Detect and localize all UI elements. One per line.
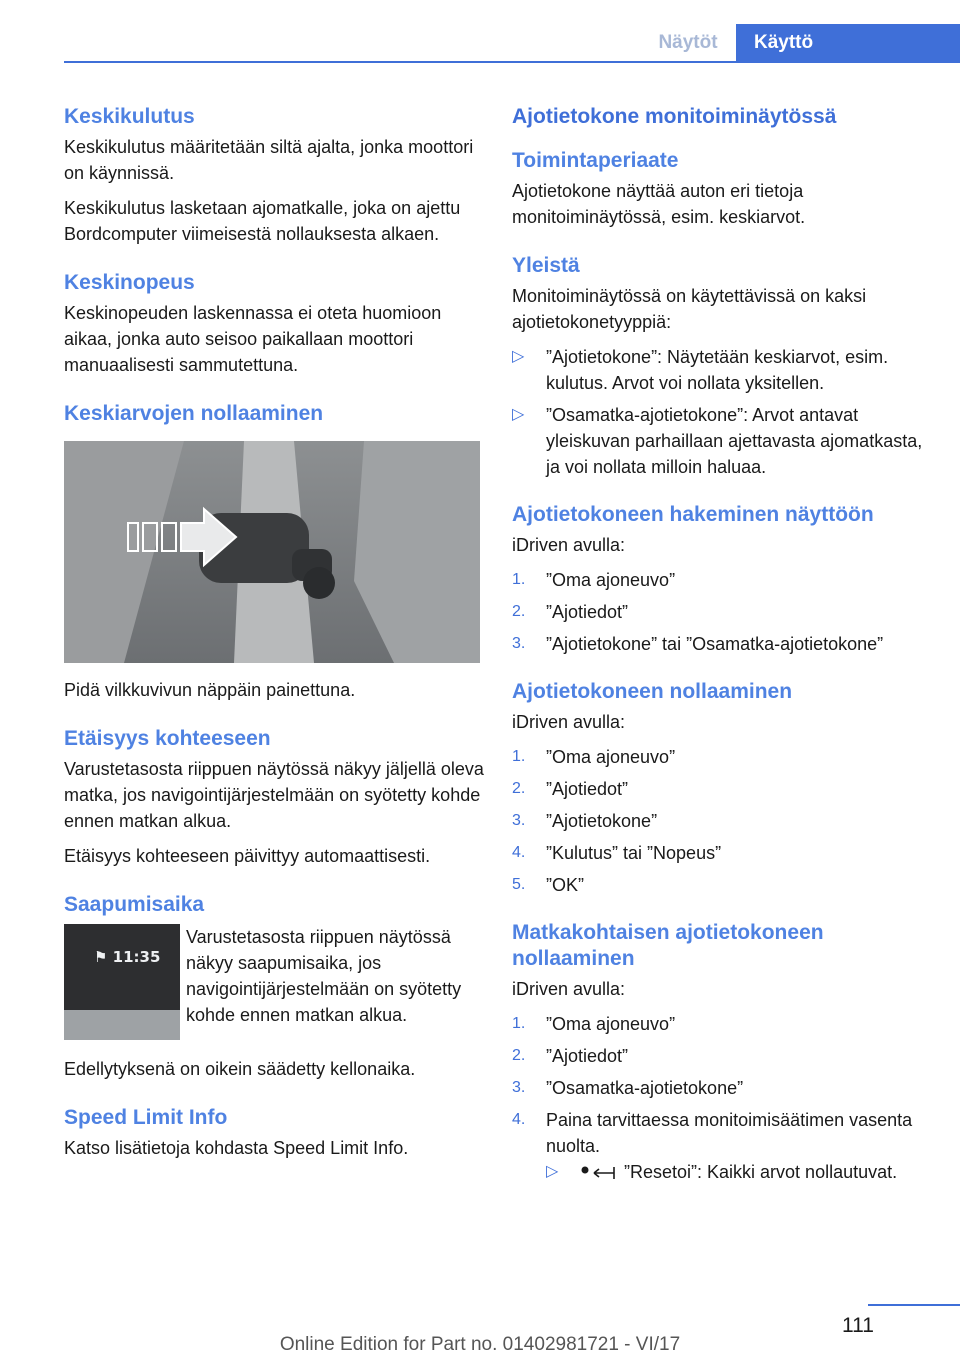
list-hakeminen xyxy=(512,567,932,657)
tab-naytot[interactable]: Näytöt xyxy=(658,32,718,53)
text-keskikulutus-2: Keskikulutus lasketaan ajomatkalle, joka on ajettu Bordcomputer viimeisestä nollauksesta alkaen. xyxy=(64,198,461,244)
list-item: ▷ ”Osamatka-ajotietokone”: Arvot antavat yleiskuvan parhaillaan ajettavasta ajomatkasta, ja voi nollata milloin haluaa. xyxy=(512,402,932,480)
text-etaisyys-1: Varustetasosta riippuen näytössä näkyy jäljellä oleva matka, jos navigointijärjestelmään on syötetty kohde ennen matkan alkua. xyxy=(64,759,484,831)
arrival-block xyxy=(64,924,484,1040)
list-item: 5. ”OK” xyxy=(512,875,584,895)
triangle-icon: ▷ xyxy=(512,406,525,423)
flag-icon-clock: ⚑ 11:35 xyxy=(94,948,161,966)
text-saapumisaika-1: Varustetasosta riippuen näytössä näkyy saapumisaika, jos navigointijärjestelmään on syötetty kohde ennen matkan alkua. xyxy=(186,927,462,1025)
controller-left-arrow-icon xyxy=(580,1164,616,1182)
list-item: ▷ ”Resetoi”: Kaikki arvot nollautuvat. xyxy=(546,1159,932,1185)
list-item: 2. ”Ajotiedot” xyxy=(512,779,629,799)
list-item: 4. Paina tarvittaessa monitoimisäätimen vasenta nuolta. ▷ ”Resetoi”: Kaikki arvot nollautuvat. xyxy=(512,1107,932,1185)
heading-etaisyys: Etäisyys kohteeseen xyxy=(64,727,271,750)
text-keskinopeus: Keskinopeuden laskennassa ei oteta huomioon aikaa, jonka auto seisoo paikallaan moottori manuaalisesti sammutettuna. xyxy=(64,303,442,375)
list-item: 2. ”Ajotiedot” xyxy=(512,602,629,622)
heading-keskikulutus: Keskikulutus xyxy=(64,105,195,128)
edition-footer: Online Edition for Part no. 01402981721 - VI/17 xyxy=(279,1334,681,1355)
heading-toimintaperiaate: Toimintaperiaate xyxy=(512,149,679,172)
text-hakeminen-intro: iDriven avulla: xyxy=(512,535,626,555)
text-speed-limit: Katso lisätietoja kohdasta Speed Limit Info. xyxy=(64,1138,409,1158)
sub-list xyxy=(546,1159,932,1185)
heading-hakeminen: Ajotietokoneen hakeminen näyttöön xyxy=(512,503,874,526)
right-column xyxy=(512,104,932,1193)
clock-readout: 11:35 xyxy=(112,948,161,966)
heading-keskiarvojen-nollaaminen: Keskiarvojen nollaaminen xyxy=(64,402,324,425)
text-keskikulutus-1: Keskikulutus määritetään siltä ajalta, jonka moottori on käynnissä. xyxy=(64,137,474,183)
triangle-icon: ▷ xyxy=(546,1163,559,1180)
list-item: 3. ”Osamatka-ajotietokone” xyxy=(512,1078,744,1098)
list-item: 3. ”Ajotietokone” tai ”Osamatka-ajotietokone” xyxy=(512,634,884,654)
tab-kaytto[interactable]: Käyttö xyxy=(736,24,960,62)
list-matka xyxy=(512,1011,932,1185)
arrival-time-display xyxy=(64,924,180,1040)
list-item: 1. ”Oma ajoneuvo” xyxy=(512,747,676,767)
list-item: 2. ”Ajotiedot” xyxy=(512,1046,629,1066)
list-item: 1. ”Oma ajoneuvo” xyxy=(512,570,676,590)
list-item: ▷ ”Ajotietokone”: Näytetään keskiarvot, esim. kulutus. Arvot voi nollata yksitellen. xyxy=(512,344,932,396)
text-etaisyys-2: Etäisyys kohteeseen päivittyy automaattisesti. xyxy=(64,846,431,866)
left-column xyxy=(64,104,484,1170)
heading-keskinopeus: Keskinopeus xyxy=(64,271,195,294)
text-yleista: Monitoiminäytössä on käytettävissä on kaksi ajotietokonetyyppiä: xyxy=(512,286,867,332)
text-matka-intro: iDriven avulla: xyxy=(512,979,626,999)
list-nollaaminen xyxy=(512,744,932,898)
caption-nollaaminen: Pidä vilkkuvivun näppäin painettuna. xyxy=(64,680,356,700)
header-tabs xyxy=(640,24,960,62)
heading-saapumisaika: Saapumisaika xyxy=(64,893,205,916)
heading-matka: Matkakohtaisen ajotietokoneen nollaaminen xyxy=(512,921,824,970)
list-item: 1. ”Oma ajoneuvo” xyxy=(512,1014,676,1034)
stalk-button-illustration xyxy=(64,441,480,663)
text-nollaaminen-intro: iDriven avulla: xyxy=(512,712,626,732)
list-item: 3. ”Ajotietokone” xyxy=(512,811,658,831)
list-item: 4. ”Kulutus” tai ”Nopeus” xyxy=(512,843,722,863)
list-yleista xyxy=(512,344,932,480)
footer-rule xyxy=(868,1304,960,1306)
text-toimintaperiaate: Ajotietokone näyttää auton eri tietoja monitoiminäytössä, esim. keskiarvot. xyxy=(512,181,806,227)
text-saapumisaika-2: Edellytyksenä on oikein säädetty kellonaika. xyxy=(64,1059,416,1079)
header-rule xyxy=(64,61,960,63)
heading-ajotietokone: Ajotietokone monitoiminäytössä xyxy=(512,105,837,128)
page-number: 111 xyxy=(842,1314,874,1337)
triangle-icon: ▷ xyxy=(512,348,525,365)
heading-nollaaminen: Ajotietokoneen nollaaminen xyxy=(512,680,793,703)
heading-speed-limit: Speed Limit Info xyxy=(64,1106,228,1129)
heading-yleista: Yleistä xyxy=(512,254,580,277)
